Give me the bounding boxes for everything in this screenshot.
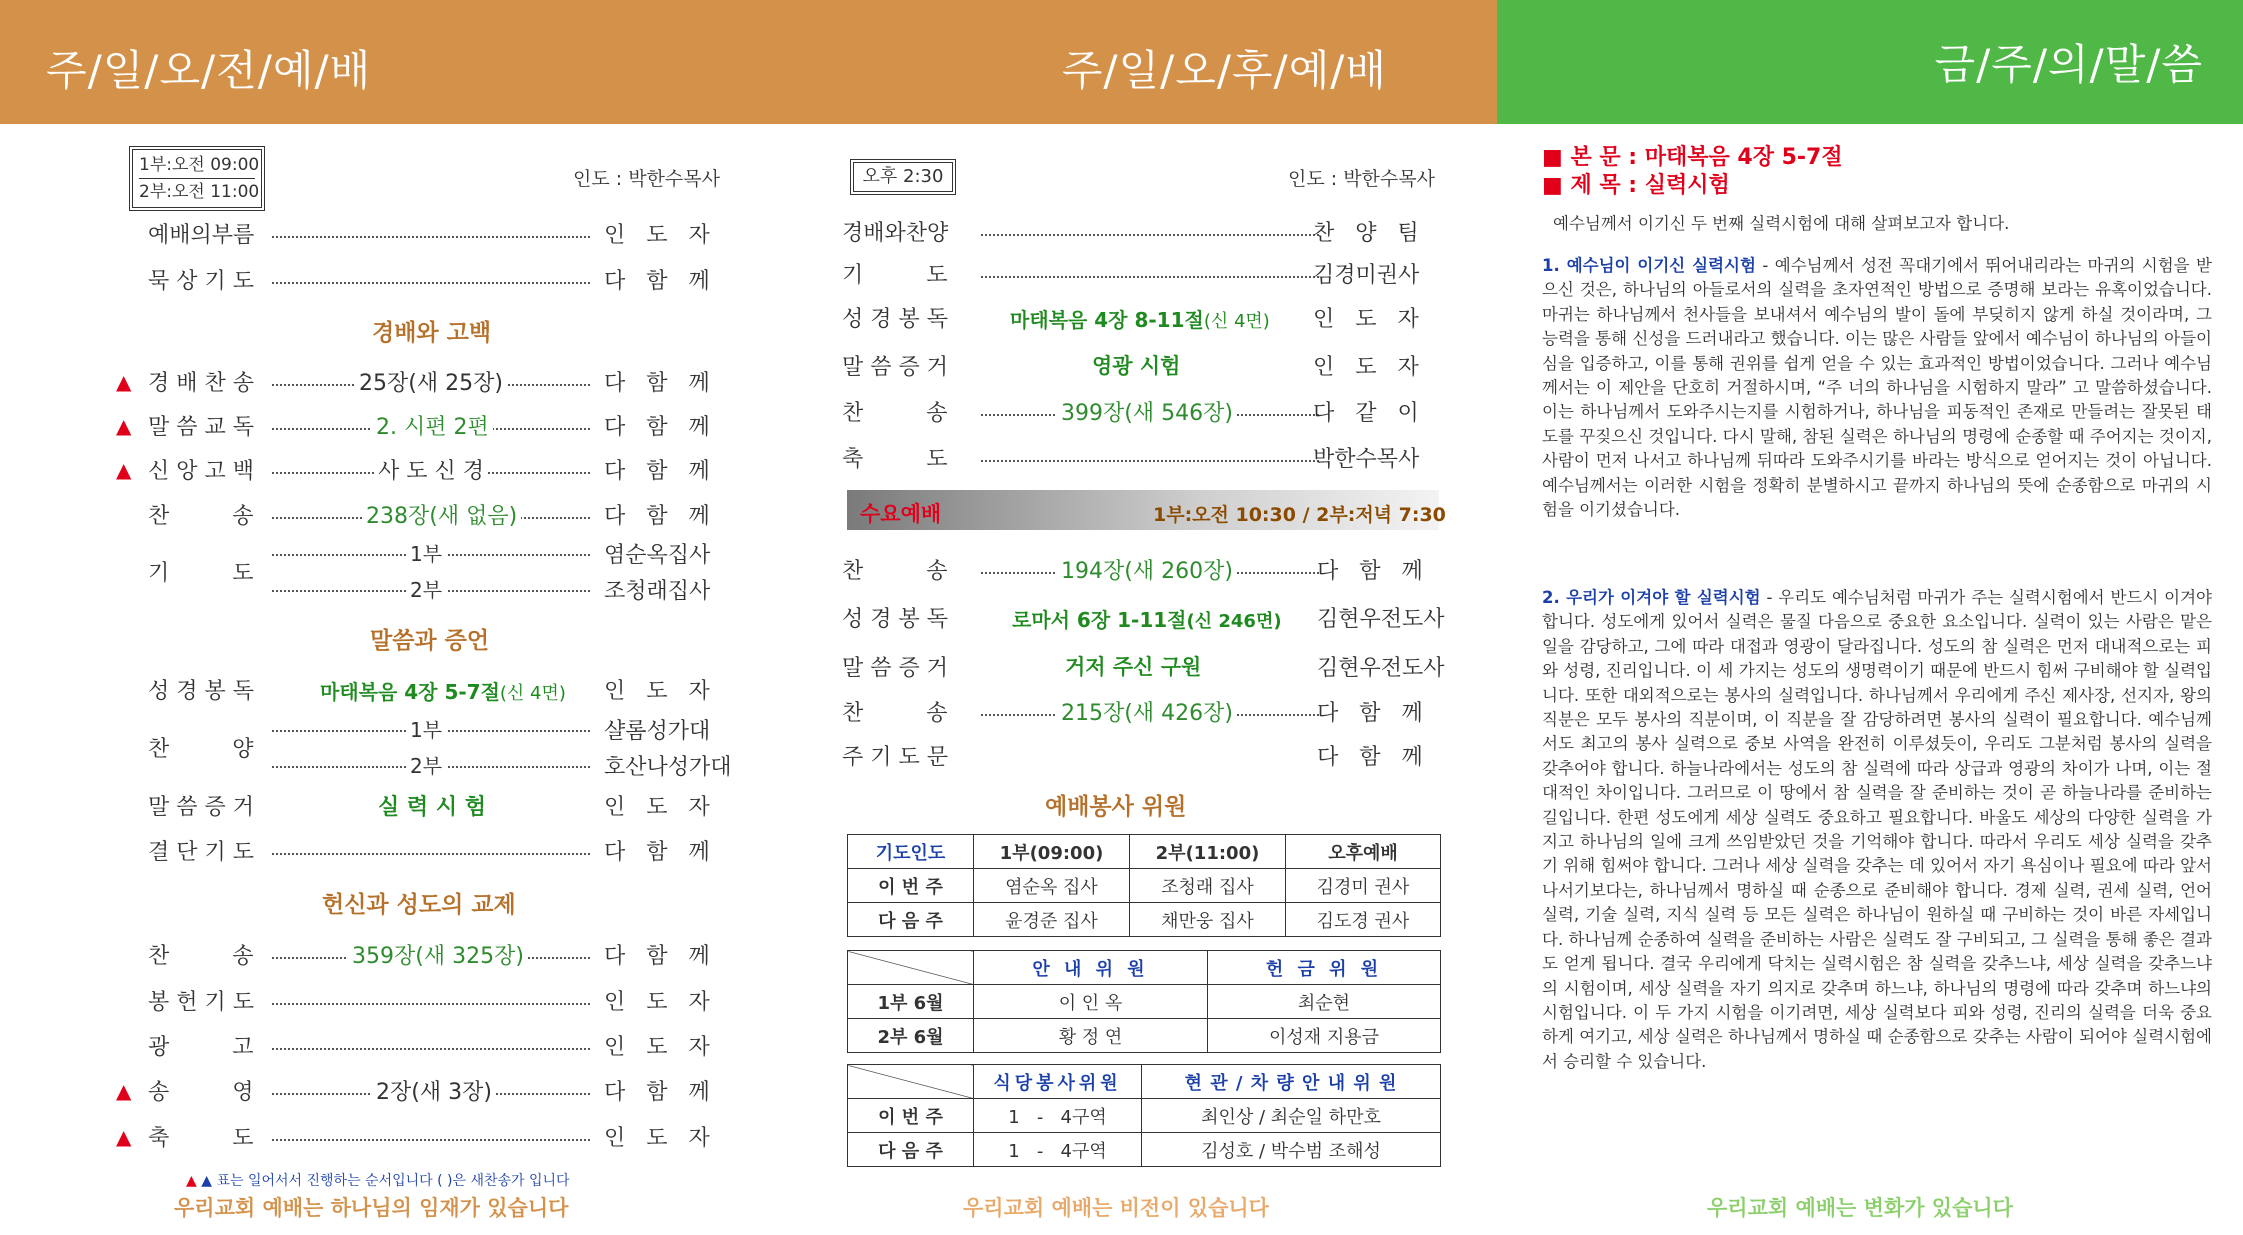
order-label: 축 도 bbox=[148, 1126, 254, 1151]
order-role: 찬 양 팀 bbox=[1313, 221, 1419, 246]
standing-note: ▲ ▲ 표는 일어서서 진행하는 순서입니다 ( )은 새찬송가 입니다 bbox=[186, 1173, 570, 1189]
order-label: 송 영 bbox=[148, 1080, 254, 1105]
hymn-value: 25장(새 25장) bbox=[355, 366, 507, 397]
service-part: 1부 bbox=[406, 538, 446, 567]
table-cell: 이 인 옥 bbox=[974, 985, 1208, 1019]
hymn-value: 238장(새 없음) bbox=[362, 499, 521, 530]
order-label: 결 단 기 도 bbox=[148, 840, 254, 865]
scripture-text: ■ 본 문 : 마태복음 4장 5-7절 bbox=[1542, 145, 1843, 170]
paragraph-2 bbox=[1542, 586, 2212, 1074]
bible-page: (신 246면) bbox=[1186, 611, 1282, 632]
word-footer: 우리교회 예배는 변화가 있습니다 bbox=[1707, 1196, 2013, 1220]
morning-footer: 우리교회 예배는 하나님의 임재가 있습니다 bbox=[174, 1196, 569, 1220]
table-header: 2부(11:00) bbox=[1130, 835, 1286, 869]
bible-reading bbox=[320, 676, 566, 705]
order-label: 찬 송 bbox=[148, 504, 254, 529]
morning-header-title: 주/일/오/전/예/배 bbox=[46, 46, 372, 95]
table-cell: 다 음 주 bbox=[848, 1133, 974, 1167]
bible-passage: 마태복음 4장 8-11절 bbox=[1010, 308, 1204, 332]
order-role: 박한수목사 bbox=[1313, 447, 1420, 472]
table-cell: 2부 6월 bbox=[848, 1019, 974, 1053]
leader-dots bbox=[272, 1139, 590, 1141]
bible-passage: 로마서 6장 1-11절 bbox=[1012, 608, 1187, 632]
kitchen-parking-table bbox=[847, 1064, 1441, 1167]
sermon-title: 실 력 시 험 bbox=[378, 795, 486, 820]
order-role: 인 도 자 bbox=[604, 679, 710, 704]
morning-times-box bbox=[132, 149, 262, 208]
header-right bbox=[1497, 0, 2243, 124]
order-role: 인 도 자 bbox=[604, 1035, 710, 1060]
sermon-subject: ■ 제 목 : 실력시험 bbox=[1542, 173, 1730, 198]
table-cell: 1부 6월 bbox=[848, 985, 974, 1019]
order-role: 김경미권사 bbox=[1313, 263, 1420, 288]
bible-reading bbox=[1010, 304, 1270, 333]
order-label: 경 배 찬 송 bbox=[148, 371, 254, 396]
time-2: 2부:오전 11:00 bbox=[139, 178, 255, 205]
committee-title: 예배봉사 위원 bbox=[1045, 794, 1187, 820]
paragraph-1 bbox=[1542, 254, 2212, 522]
hymn-value: 215장(새 426장) bbox=[1057, 696, 1237, 727]
intro-text: 예수님께서 이기신 두 번째 실력시험에 대해 살펴보고자 합니다. bbox=[1553, 214, 2010, 233]
sermon-title: 거저 주신 구원 bbox=[1065, 655, 1202, 679]
choir-2: 호산나성가대 bbox=[604, 755, 732, 780]
stand-up-icon: ▲ bbox=[116, 1125, 132, 1149]
order-label: 봉 헌 기 도 bbox=[148, 990, 254, 1015]
afternoon-leader: 인도 : 박한수목사 bbox=[1288, 168, 1435, 190]
table-cell: 김도경 권사 bbox=[1286, 903, 1441, 937]
order-label: 찬 양 bbox=[148, 737, 254, 762]
order-role: 김현우전도사 bbox=[1317, 656, 1445, 681]
hymn-value: 194장(새 260장) bbox=[1057, 554, 1237, 585]
table-row bbox=[848, 869, 1441, 903]
bible-page: (신 4면) bbox=[1203, 311, 1270, 332]
leader-dots bbox=[981, 460, 1319, 462]
afternoon-header-title: 주/일/오/후/예/배 bbox=[1061, 46, 1387, 95]
stand-up-icon: ▲ bbox=[116, 458, 132, 482]
order-label: 찬 송 bbox=[842, 701, 948, 726]
order-role: 다 함 께 bbox=[1317, 701, 1423, 726]
table-row bbox=[848, 1099, 1441, 1133]
hymn-value: 359장(새 325장) bbox=[348, 939, 528, 970]
paragraph-2-body: - 우리도 예수님처럼 마귀가 주는 실력시험에서 반드시 이겨야 합니다. 성도에게 있어서 실력은 물질 다음으로 중요한 요소입니다. 실력이 있는 사람은 맡은 일을 감당하고, 그에 따라 대접과 영광이 달라집니다. 성도의 참 실력은 먼저 대내적으로는 피와 성령, 진리입니다. 이 세 가지는 성도의 생명력이기 때문에 반드시 힘써 구비해야 할 실력입니다. 또한 대외적으로는 봉사의 실력입니다. 하나님께서 우리에게 주신 제사장, 선지자, 왕의 직분은 모두 봉사의 직분이며, 이 직분을 잘 감당하려면 봉사의 실력이 필요합니다. 예수님께서도 최고의 봉사 실력으로 중보 사역을 완전히 이루셨듯이, 우리도 그분처럼 봉사의 실력을 갖추어야 합니다. 하늘나라에서는 성도의 참 실력에 따라 상급과 영광의 차이가 나며, 이는 절대적인 차이입니다. 그러므로 이 땅에서 참 실력을 잘 준비하는 것이 곧 하늘나라를 준비하는 길입니다. 한편 성도에게 세상 실력도 중요하고 필요합니다. 바울도 세상의 다양한 실력을 가지고 하나님의 일에 크게 쓰임받았던 것을 기억해야 합니다. 따라서 우리도 세상 실력을 갖추기 위해 힘써야 합니다. 그러나 세상 실력을 갖추는 데 있어서 자기 욕심이나 필요에 따라 앞서 나서기보다는, 하나님께서 명하실 때 순종으로 준비해야 합니다. 경제 실력, 권세 실력, 언어 실력, 기술 실력, 지식 실력 등 모든 실력은 하나님이 원하실 때 구비하는 것이 바른 자세입니다. 하나님께 순종하여 실력을 준비하는 사람은 실력도 잘 구비되고, 그 실력을 통해 좋은 결과도 얻게 됩니다. 결국 우리에게 닥치는 실력시험은 참 실력을 갖추느냐, 세상 실력을 갖추느냐의 시험이며, 세상 실력을 자기 의지로 갖추며 하느냐, 하나님의 명령에 따라 갖추며 하느냐의 시험입니다. 이 두 가지 시험을 이기려면, 세상 실력보다 피와 성령, 진리의 실력을 더욱 중요하게 여기고, 세상 실력은 하나님께서 명하실 때 순종함으로 갖추는 사람이 되어야 실력시험에서 승리할 수 있습니다. bbox=[1542, 588, 2212, 1071]
order-role: 다 함 께 bbox=[1317, 559, 1423, 584]
order-label: 묵 상 기 도 bbox=[148, 269, 254, 294]
leader-dots bbox=[272, 236, 590, 238]
bible-reading bbox=[1012, 604, 1282, 633]
bible-page: (신 4면) bbox=[499, 683, 566, 704]
sermon-title: 영광 시험 bbox=[1092, 354, 1181, 378]
morning-leader: 인도 : 박한수목사 bbox=[573, 168, 720, 190]
order-role: 인 도 자 bbox=[604, 1126, 710, 1151]
leader-dots bbox=[272, 282, 590, 284]
order-label: 축 도 bbox=[842, 447, 948, 472]
wednesday-time: 1부:오전 10:30 / 2부:저녁 7:30 bbox=[1153, 504, 1446, 526]
order-label: 찬 송 bbox=[842, 559, 948, 584]
wednesday-title: 수요예배 bbox=[860, 502, 942, 526]
leader-dots bbox=[272, 853, 590, 855]
table-header: 헌 금 위 원 bbox=[1208, 951, 1441, 985]
section-title: 헌신과 성도의 교제 bbox=[322, 892, 516, 918]
leader-dots bbox=[981, 276, 1319, 278]
order-role: 다 함 께 bbox=[604, 1080, 710, 1105]
standing-note-text: ▲ 표는 일어서서 진행하는 순서입니다 ( )은 새찬송가 입니다 bbox=[201, 1173, 570, 1189]
diagonal-cell bbox=[848, 1065, 974, 1099]
usher-offering-table bbox=[847, 950, 1441, 1053]
leader-dots bbox=[981, 234, 1319, 236]
order-role: 다 함 께 bbox=[604, 415, 710, 440]
table-row bbox=[848, 1133, 1441, 1167]
order-label: 예배의부름 bbox=[148, 223, 255, 248]
table-row bbox=[848, 1019, 1441, 1053]
order-role: 다 함 께 bbox=[604, 269, 710, 294]
leader-dots bbox=[272, 1003, 590, 1005]
table-header: 안 내 위 원 bbox=[974, 951, 1208, 985]
table-cell: 조청래 집사 bbox=[1130, 869, 1286, 903]
table-header: 1부(09:00) bbox=[974, 835, 1130, 869]
afternoon-footer: 우리교회 예배는 비전이 있습니다 bbox=[963, 1196, 1269, 1220]
table-header: 기도인도 bbox=[848, 835, 974, 869]
order-label: 광 고 bbox=[148, 1035, 254, 1060]
table-cell: 염순옥 집사 bbox=[974, 869, 1130, 903]
table-cell: 김경미 권사 bbox=[1286, 869, 1441, 903]
table-cell: 이 번 주 bbox=[848, 869, 974, 903]
prayer-person-1: 염순옥집사 bbox=[604, 543, 711, 568]
stand-up-icon: ▲ bbox=[116, 1079, 132, 1103]
order-role: 다 함 께 bbox=[604, 944, 710, 969]
paragraph-2-head: 2. 우리가 이겨야 할 실력시험 bbox=[1542, 588, 1761, 607]
order-role: 인 도 자 bbox=[1313, 307, 1419, 332]
order-role: 다 함 께 bbox=[604, 840, 710, 865]
leader-dots bbox=[272, 1048, 590, 1050]
order-role: 인 도 자 bbox=[604, 990, 710, 1015]
table-cell: 다 음 주 bbox=[848, 903, 974, 937]
table-header: 현 관 / 차 량 안 내 위 원 bbox=[1142, 1065, 1441, 1099]
choir-1: 샬롬성가대 bbox=[604, 719, 711, 744]
order-label: 말 씀 증 거 bbox=[148, 795, 254, 820]
section-title: 말씀과 증언 bbox=[370, 628, 490, 654]
stand-up-icon: ▲ bbox=[116, 414, 132, 438]
service-part: 1부 bbox=[406, 714, 446, 743]
time-1: 1부:오전 09:00 bbox=[139, 155, 260, 175]
order-label: 성 경 봉 독 bbox=[842, 307, 948, 332]
table-row bbox=[848, 985, 1441, 1019]
order-role: 인 도 자 bbox=[1313, 355, 1419, 380]
header-left bbox=[0, 0, 1497, 124]
order-role: 다 함 께 bbox=[604, 459, 710, 484]
table-cell: 황 정 연 bbox=[974, 1019, 1208, 1053]
bible-passage: 마태복음 4장 5-7절 bbox=[320, 680, 500, 704]
order-label: 기 도 bbox=[148, 561, 254, 586]
paragraph-1-body: - 예수님께서 성전 꼭대기에서 뛰어내리라는 마귀의 시험을 받으신 것은, 하나님의 아들로서의 실력을 초자연적인 방법으로 증명해 보라는 유혹이었습니다. 마귀는 하나님께서 천사들을 보내셔서 예수님의 발이 돌에 부딪히지 않게 하실 것이라며, 그 능력을 통해 신성을 드러내라고 했습니다. 이는 많은 사람들 앞에서 예수님이 하나님의 아들이심을 입증하고, 이를 통해 권위를 쉽게 얻을 수 있는 효과적인 방법이었습니다. 그러나 예수님께서는 이 제안을 단호히 거절하시며, “주 너의 하나님을 시험하지 말라” 고 말씀하셨습니다. 이는 하나님께서 도와주시는지를 시험하거나, 하나님을 피동적인 존재로 만들려는 잘못된 태도를 꾸짖으신 것입니다. 다시 말해, 참된 실력은 하나님의 명령에 순종할 때 주어지는 것이지, 사람이 먼저 나서고 하나님께 뒤따라 도와주시기를 바라는 방식으로 얻어지는 것이 아닙니다. 예수님께서는 이러한 시험을 정확히 분별하시고 끝까지 하나님의 뜻에 순종함으로 마귀의 시험을 이기셨습니다. bbox=[1542, 256, 2212, 520]
order-role: 김현우전도사 bbox=[1317, 607, 1445, 632]
doxology-value: 2장(새 3장) bbox=[372, 1075, 496, 1106]
order-label: 성 경 봉 독 bbox=[148, 679, 254, 704]
order-role: 다 함 께 bbox=[1317, 745, 1423, 770]
paragraph-1-head: 1. 예수님이 이기신 실력시험 bbox=[1542, 256, 1756, 275]
order-role: 다 함 께 bbox=[604, 504, 710, 529]
word-header-title: 금/주/의/말/씀 bbox=[1934, 40, 2203, 89]
stand-up-icon: ▲ bbox=[116, 370, 132, 394]
table-cell: 김성호 / 박수범 조해성 bbox=[1142, 1133, 1441, 1167]
order-role: 인 도 자 bbox=[604, 795, 710, 820]
table-cell: 최인상 / 최순일 하만호 bbox=[1142, 1099, 1441, 1133]
order-label: 말 씀 증 거 bbox=[842, 355, 948, 380]
table-cell: 1 - 4구역 bbox=[974, 1133, 1142, 1167]
table-cell: 1 - 4구역 bbox=[974, 1099, 1142, 1133]
order-label: 찬 송 bbox=[842, 401, 948, 426]
order-role: 인 도 자 bbox=[604, 223, 710, 248]
afternoon-time-box: 오후 2:30 bbox=[853, 162, 953, 192]
order-label: 경배와찬양 bbox=[842, 221, 949, 246]
order-label: 찬 송 bbox=[148, 944, 254, 969]
service-part: 2부 bbox=[406, 750, 446, 779]
table-cell: 이 번 주 bbox=[848, 1099, 974, 1133]
table-cell: 이성재 지용금 bbox=[1208, 1019, 1441, 1053]
responsive-reading-value: 2. 시편 2편 bbox=[372, 410, 493, 441]
service-part: 2부 bbox=[406, 574, 446, 603]
table-cell: 채만웅 집사 bbox=[1130, 903, 1286, 937]
diagonal-cell bbox=[848, 951, 974, 985]
table-cell: 윤경준 집사 bbox=[974, 903, 1130, 937]
table-header: 식당봉사위원 bbox=[974, 1065, 1142, 1099]
order-label: 말 씀 교 독 bbox=[148, 415, 254, 440]
prayer-leader-table bbox=[847, 834, 1441, 937]
order-label: 말 씀 증 거 bbox=[842, 656, 948, 681]
section-title: 경배와 고백 bbox=[372, 320, 492, 346]
order-label: 주 기 도 문 bbox=[842, 745, 948, 770]
table-row bbox=[848, 903, 1441, 937]
order-role: 다 같 이 bbox=[1313, 401, 1419, 426]
creed-value: 사 도 신 경 bbox=[374, 454, 488, 485]
order-label: 성 경 봉 독 bbox=[842, 607, 948, 632]
order-role: 다 함 께 bbox=[604, 371, 710, 396]
table-cell: 최순현 bbox=[1208, 985, 1441, 1019]
table-header: 오후예배 bbox=[1286, 835, 1441, 869]
hymn-value: 399장(새 546장) bbox=[1057, 396, 1237, 427]
order-label: 신 앙 고 백 bbox=[148, 459, 254, 484]
order-label: 기 도 bbox=[842, 263, 948, 288]
prayer-person-2: 조청래집사 bbox=[604, 579, 711, 604]
